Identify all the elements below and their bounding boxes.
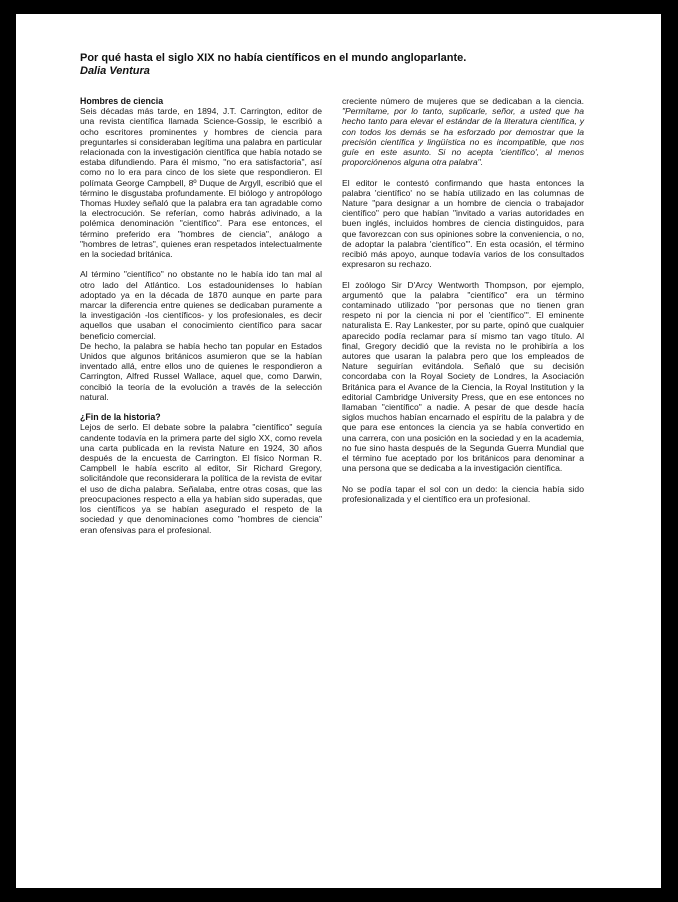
paragraph bbox=[342, 96, 584, 167]
section-heading-hombres-de-ciencia: Hombres de ciencia bbox=[80, 96, 164, 106]
document-page bbox=[16, 14, 661, 888]
paragraph-text: creciente número de mujeres que se dedicaban a la ciencia. bbox=[342, 96, 584, 106]
left-column bbox=[80, 96, 322, 545]
paragraph: Lejos de serlo. El debate sobre la palabra "científico" seguía candente todavía en la primera parte del siglo XX, como revela una carta publicada en la revista Nature en 1924, 30 años después de la encuesta de Carrington. El físico Norman R. Campbell le había escrito al editor, Sir Richard Gregory, solicitándole que reconsiderara la política de la revista de evitar el uso de dicha palabra. Señalaba, entre otras cosas, que las preocupaciones respecto a ella ya habían sido superadas, que los científicos ya se habían asegurado el respeto de la sociedad y que denominaciones como "hombres de ciencia" eran ofensivas para el profesional. bbox=[80, 422, 322, 535]
paragraph: Seis décadas más tarde, en 1894, J.T. Carrington, editor de una revista científica llamada Science-Gossip, le escribió a ocho escritores prominentes y hombres de ciencia para preguntarles si consideraban legítima una palabra en particular relacionada con la investigación científica que había notado se estaba difundiendo. Para él mismo, "no era satisfactoria", así como no lo era para cinco de los siete que respondieron. El polímata George Campbell, 8º Duque de Argyll, escribió que el término le disgustaba profundamente. El biólogo y antropólogo Thomas Huxley señaló que la palabra era tan agradable como la electrocución. Se referían, como habrás adivinado, a la polémica denominación "científico". Para ese entonces, el término preferido era "hombres de ciencia", análogo a "hombres de letras", quienes eran respetados intelectualmente en la sociedad británica. bbox=[80, 106, 322, 260]
article-author: Dalia Ventura bbox=[80, 65, 150, 77]
article-header bbox=[80, 52, 600, 78]
paragraph: El zoólogo Sir D'Arcy Wentworth Thompson, por ejemplo, argumentó que la palabra "científico" era un término contaminado utilizado "por personas que no tienen gran respeto ni por la ciencia ni por el 'científico'". El eminente naturalista E. Ray Lankester, por su parte, opinó que cualquier aparecido podía reclamar para sí mismo tan vago título. Al final, Gregory decidió que la revista no le prohibiría a los autores que usaran la palabra pero que los empleados de Nature seguirían evitándola. Señaló que su decisión concordaba con la Royal Society de Londres, la Asociación Británica para el Avance de la Ciencia, la Royal Institution y la editorial Cambridge University Press, que en ese entonces no llamaban "científico" a nadie. A pesar de que desde hacía siglos muchos habían encarnado el espíritu de la palabra y de que para ese entonces la ciencia ya se había convertido en una carrera, con una posición en la sociedad y en la academia, no fue sino hasta después de la Segunda Guerra Mundial que el término fue aceptado por los británicos para denominar a una persona que se dedicaba a la investigación científica. bbox=[342, 279, 584, 474]
article-title: Por qué hasta el siglo XIX no había científicos en el mundo angloparlante. bbox=[80, 52, 467, 64]
quoted-letter: "Permítame, por lo tanto, suplicarle, señor, a usted que ha hecho tanto para elevar el estándar de la literatura científica, y con todos los demás se ha esforzado por demostrar que la precisión científica y lingüística no es incompatible, que nos guíe en este asunto. Si no acepta 'científico', al menos proporciónenos alguna otra palabra". bbox=[342, 106, 584, 168]
paragraph: De hecho, la palabra se había hecho tan popular en Estados Unidos que algunos británicos asumieron que se la habían inventado allá, entre ellos uno de quienes le respondieron a Carrington, Alfred Russel Wallace, aquel que, como Darwin, concibió la teoría de la evolución a través de la selección natural. bbox=[80, 340, 322, 402]
right-column bbox=[342, 96, 584, 514]
paragraph: El editor le contestó confirmando que hasta entonces la palabra 'científico' no se había utilizado en las columnas de Nature "para designar a un hombre de ciencia o trabajador científico" pero que habían "invitado a varias autoridades en buen inglés, incluidos hombres de ciencia distinguidos, para que favorezcan con sus opiniones sobre la conveniencia, o no, de adoptar la palabra 'científico'". En esta ocasión, el término recibió más apoyo, aunque todavía varios de los consultados expresaron su rechazo. bbox=[342, 177, 584, 270]
paragraph: No se podía tapar el sol con un dedo: la ciencia había sido profesionalizada y el científico era un profesional. bbox=[342, 483, 584, 504]
paragraph: Al término "científico" no obstante no le había ido tan mal al otro lado del Atlántico. Los estadounidenses lo habían adoptado ya en la década de 1870 aunque en parte para marcar la diferencia entre quienes se dedicaban puramente a la investigación -los científicos- y los profesionales, es decir aquellos que usaban el conocimiento científico para sacar beneficio comercial. bbox=[80, 269, 322, 341]
section-heading-fin-de-la-historia: ¿Fin de la historia? bbox=[80, 412, 161, 423]
